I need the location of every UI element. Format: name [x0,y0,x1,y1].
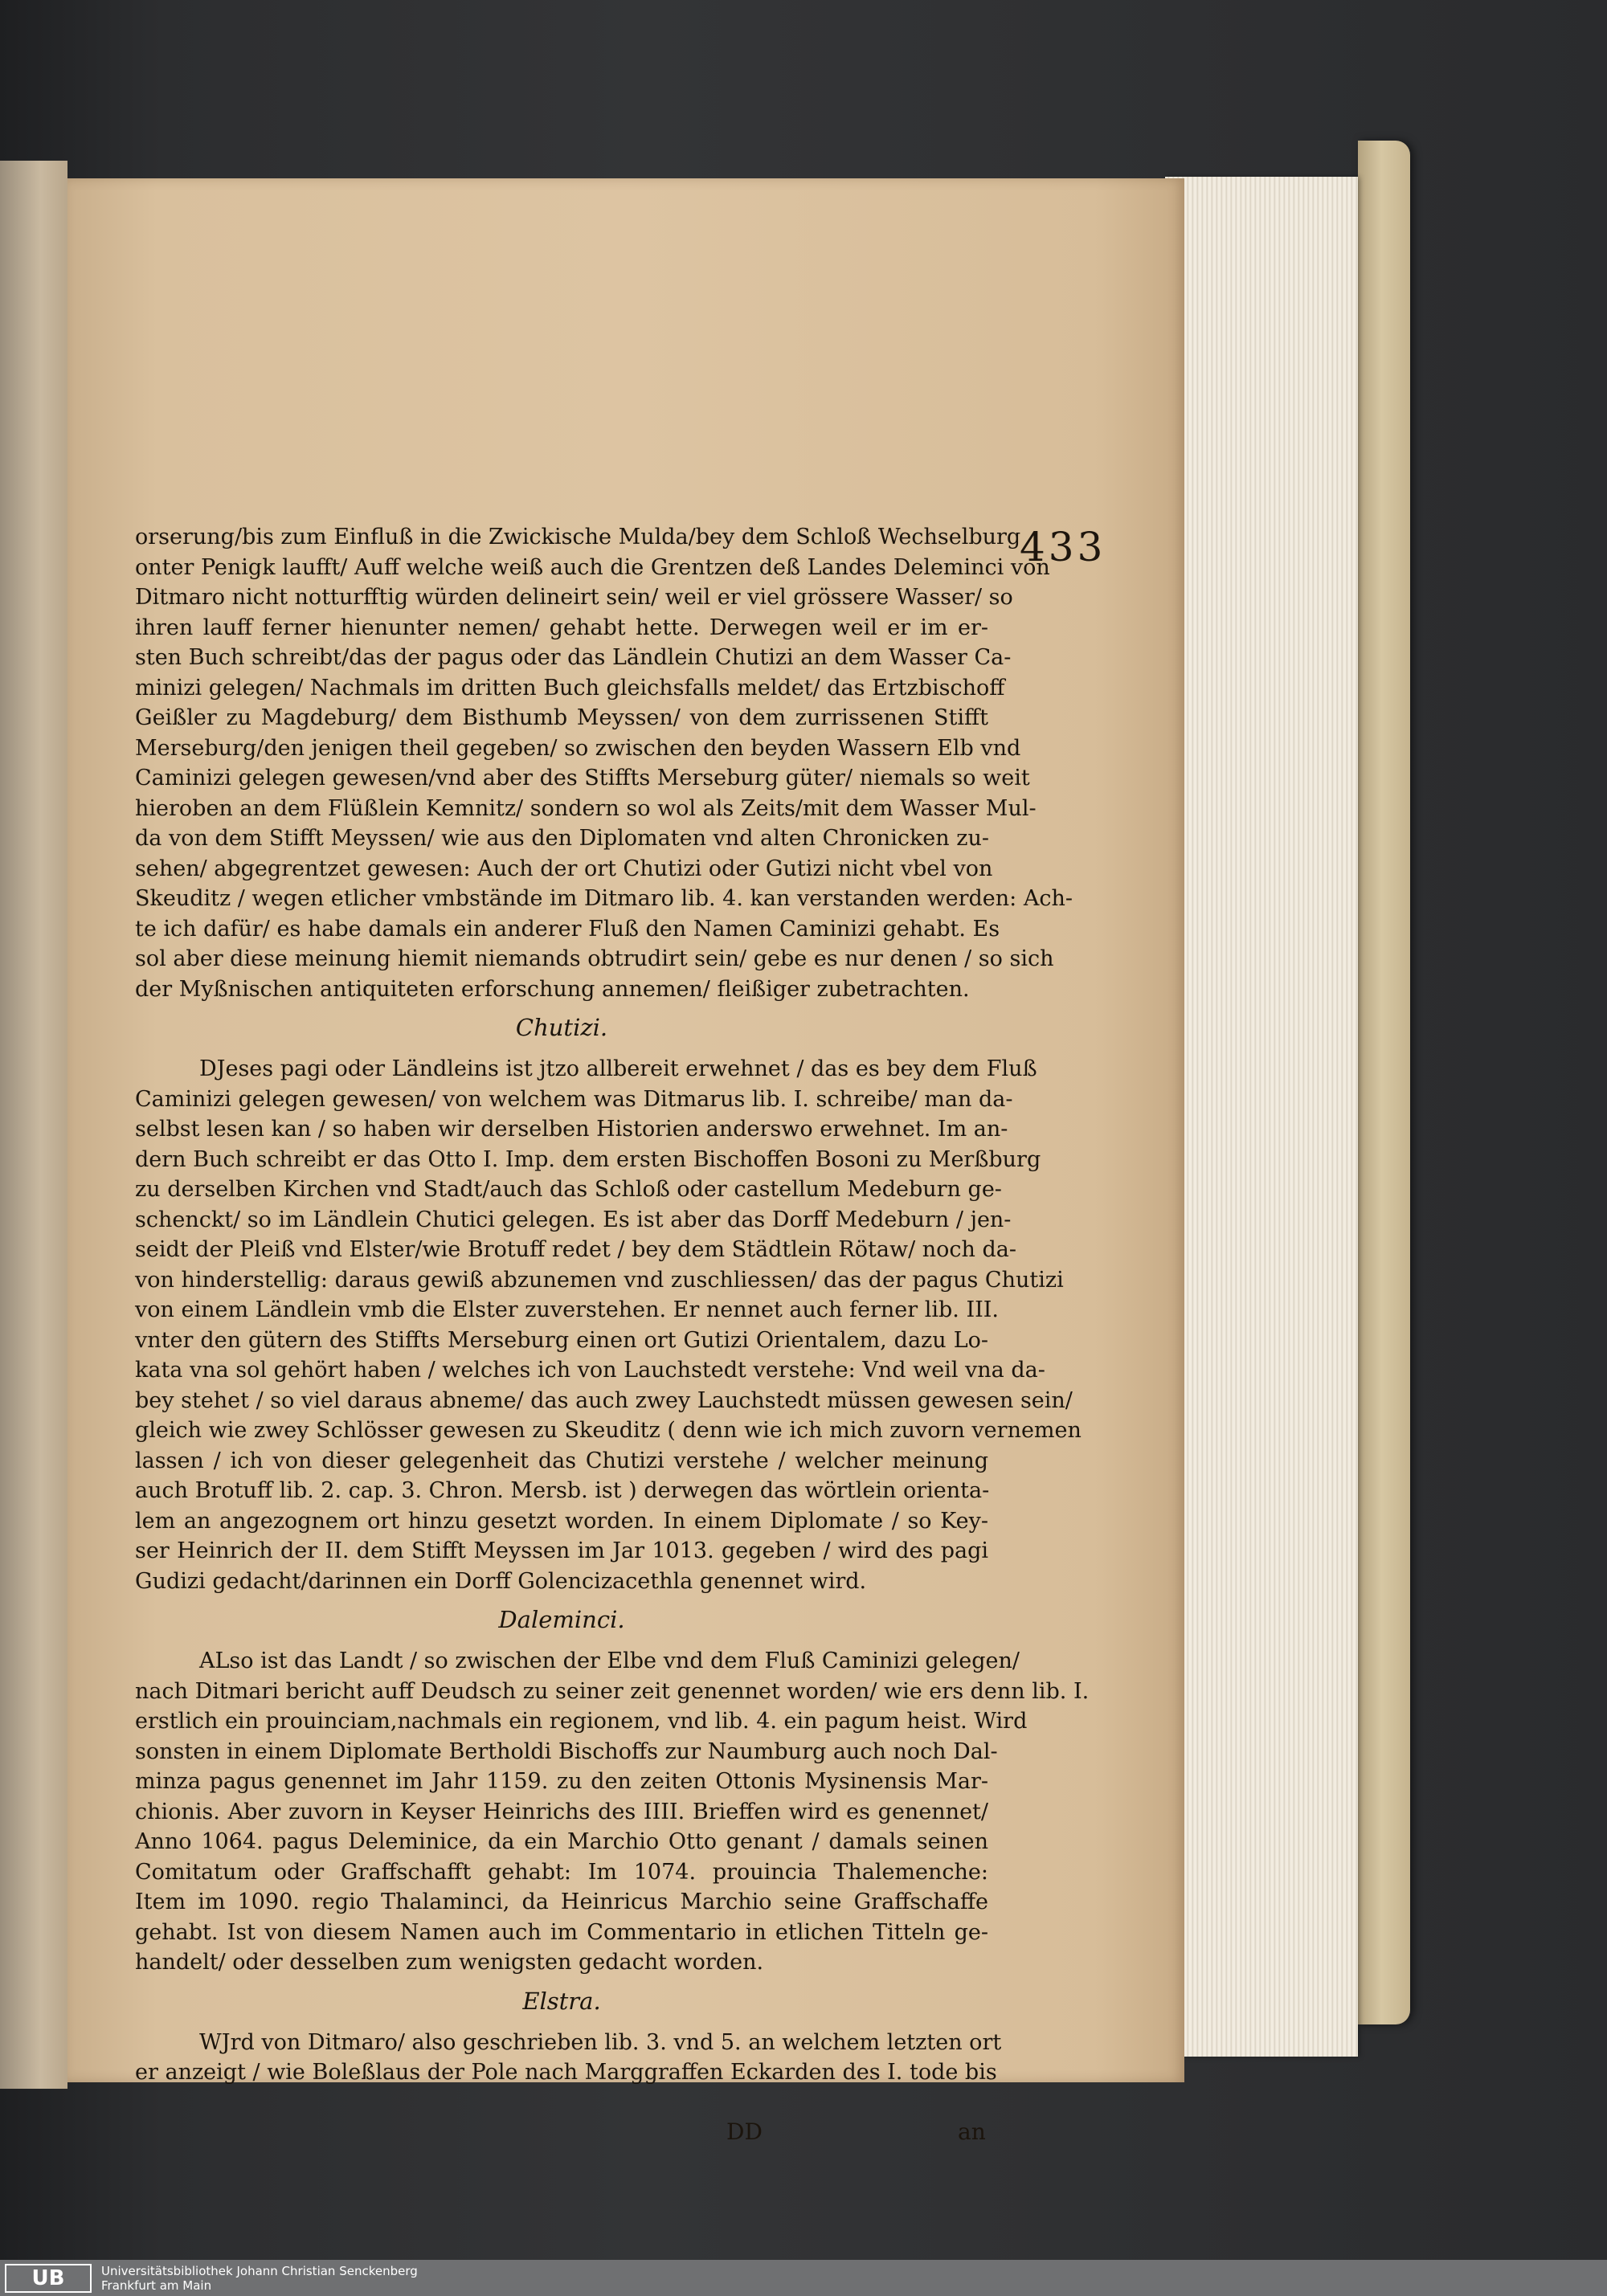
text-line: lem an angezognem ort hinzu gesetzt worden. In einem Diplomate / so Key- [135,1508,988,1534]
text-line: zu derselben Kirchen vnd Stadt/auch das Schloß oder castellum Medeburn ge- [135,1177,1002,1202]
text-line: Merseburg/den jenigen theil gegeben/ so zwischen den beyden Wassern Elb vnd [135,735,1021,761]
text-line: sehen/ abgegrentzet gewesen: Auch der ort Chutizi oder Gutizi nicht vbel von [135,856,993,881]
text-line: da von dem Stifft Meyssen/ wie aus den Diplomaten vnd alten Chronicken zu- [135,826,989,851]
text-line: kata vna sol gehört haben / welches ich von Lauchstedt verstehe: Vnd weil vna da- [135,1358,1045,1383]
text-line: sol aber diese meinung hiemit niemands obtrudirt sein/ gebe es nur denen / so sich [135,946,1054,971]
text-line: Skeuditz / wegen etlicher vmbstände im Ditmaro lib. 4. kan verstanden werden: Ach- [135,886,1073,911]
text-line: erstlich ein prouinciam,nachmals ein regionem, vnd lib. 4. ein pagum heist. Wird [135,1709,1028,1734]
text-line: auch Brotuff lib. 2. cap. 3. Chron. Mersb. ist ) derwegen das wörtlein orienta- [135,1478,990,1503]
text-line: seidt der Pleiß vnd Elster/wie Brotuff redet / bey dem Städtlein Rötaw/ noch da- [135,1237,1016,1262]
text-line: bey stehet / so viel daraus abneme/ das auch zwey Lauchstedt müssen gewesen sein/ [135,1387,1073,1413]
text-line: onter Penigk laufft/ Auff welche weiß auch die Grentzen deß Landes Deleminci von [135,554,1050,580]
text-line: chionis. Aber zuvorn in Keyser Heinrichs des IIII. Brieffen wird es genennet/ [135,1799,988,1824]
text-line: selbst lesen kan / so haben wir derselben Historien anderswo erwehnet. Im an- [135,1117,1008,1142]
text-line: gehabt. Ist von diesem Namen auch im Commentario in etlichen Titteln ge- [135,1919,988,1945]
heading-elstra: Elstra. [522,1987,601,2015]
text-line: schenckt/ so im Ländlein Chutici gelegen. Es ist aber das Dorff Medeburn / jen- [135,1207,1012,1232]
left-page-edge [0,161,67,2089]
text-line: er anzeigt / wie Boleßlaus der Pole nach Marggraffen Eckarden des I. tode bis [135,2060,997,2085]
catchword: an [958,2118,986,2145]
text-line: Caminizi gelegen gewesen/ von welchem was Ditmarus lib. I. schreibe/ man da- [135,1086,1013,1112]
text-line: gleich wie zwey Schlösser gewesen zu Skeuditz ( denn wie ich mich zuvorn vernemen [135,1418,1082,1443]
book-page [67,178,1184,2145]
text-line: vnter den gütern des Stiffts Merseburg einen ort Gutizi Orientalem, dazu Lo- [135,1327,988,1353]
signature-mark: DD [726,2118,763,2145]
text-line: von einem Ländlein vmb die Elster zuverstehen. Er nennet auch ferner lib. III. [135,1297,1000,1322]
page-stack-edge [1165,177,1358,2057]
text-line: Anno 1064. pagus Deleminice, da ein Marchio Otto genant / damals seinen [135,1829,988,1854]
page-number: 433 [1020,524,1106,570]
text-line: lassen / ich von dieser gelegenheit das Chutizi verstehe / welcher meinung [135,1448,988,1473]
text-line: ser Heinrich der II. dem Stifft Meyssen im Jar 1013. gegeben / wird des pagi [135,1538,988,1563]
text-line: ALso ist das Landt / so zwischen der Elbe vnd dem Fluß Caminizi gelegen/ [199,1648,1020,1673]
text-line: von hinderstellig: daraus gewiß abzunemen vnd zuschliessen/ das der pagus Chutizi [135,1267,1064,1293]
library-name [101,2264,418,2293]
text-line: te ich dafür/ es habe damals ein anderer Fluß den Namen Caminizi gehabt. Es [135,916,1000,942]
paragraph-elstra [135,2028,1002,2088]
paragraph-chutizi [135,1054,1082,1596]
text-line: ihren lauff ferner hienunter nemen/ gehabt hette. Derwegen weil er im er- [135,615,988,640]
ub-logo: UB [5,2264,92,2293]
text-line: sten Buch schreibt/das der pagus oder das Ländlein Chutizi an dem Wasser Ca- [135,645,1012,670]
text-line: Ditmaro nicht notturfftig würden delineirt sein/ weil er viel grössere Wasser/ so [135,585,1013,610]
text-line: minza pagus genennet im Jahr 1159. zu den zeiten Ottonis Mysinensis Mar- [135,1769,988,1794]
text-line: nach Ditmari bericht auff Deudsch zu seiner zeit genennet worden/ wie ers denn lib. I. [135,1678,1090,1704]
text-line: Geißler zu Magdeburg/ dem Bisthumb Meyssen/ von dem zurrissenen Stifft [135,705,988,730]
library-name-line2: Frankfurt am Main [101,2278,212,2293]
text-line: Comitatum oder Graffschafft gehabt: Im 1074. prouincia Thalemenche: [135,1859,988,1885]
text-line: der Myßnischen antiquiteten erforschung annemen/ fleißiger zubetrachten. [135,976,970,1002]
library-footer [0,2260,1607,2296]
text-line: dern Buch schreibt er das Otto I. Imp. dem ersten Bischoffen Bosoni zu Merßburg [135,1146,1041,1172]
heading-chutizi: Chutizi. [515,1014,608,1041]
library-name-line1: Universitätsbibliothek Johann Christian Senckenberg [101,2263,418,2278]
text-line: DJeses pagi oder Ländleins ist jtzo allbereit erwehnet / das es bey dem Fluß [199,1056,1037,1081]
text-line: minizi gelegen/ Nachmals im dritten Buch gleichsfalls meldet/ das Ertzbischoff [135,675,1005,701]
text-line: orserung/bis zum Einfluß in die Zwickische Mulda/bey dem Schloß Wechselburg [135,525,1021,549]
text-line: hieroben an dem Flüßlein Kemnitz/ sondern so wol als Zeits/mit dem Wasser Mul- [135,795,1037,821]
paragraph-daleminci [135,1646,1090,1978]
text-line: handelt/ oder desselben zum wenigsten gedacht worden. [135,1950,764,1975]
text-line: sonsten in einem Diplomate Bertholdi Bischoffs zur Naumburg auch noch Dal- [135,1738,998,1764]
text-line: WJrd von Ditmaro/ also geschrieben lib. 3. vnd 5. an welchem letzten ort [199,2029,1002,2055]
vellum-cover-edge [1358,141,1410,2024]
heading-daleminci: Daleminci. [498,1606,625,1633]
text-line: Item im 1090. regio Thalaminci, da Heinricus Marchio seine Graffschaffe [135,1890,988,1914]
text-line: Gudizi gedacht/darinnen ein Dorff Golencizacethla genennet wird. [135,1568,867,1594]
text-line: Caminizi gelegen gewesen/vnd aber des Stiffts Merseburg güter/ niemals so weit [135,766,1030,791]
